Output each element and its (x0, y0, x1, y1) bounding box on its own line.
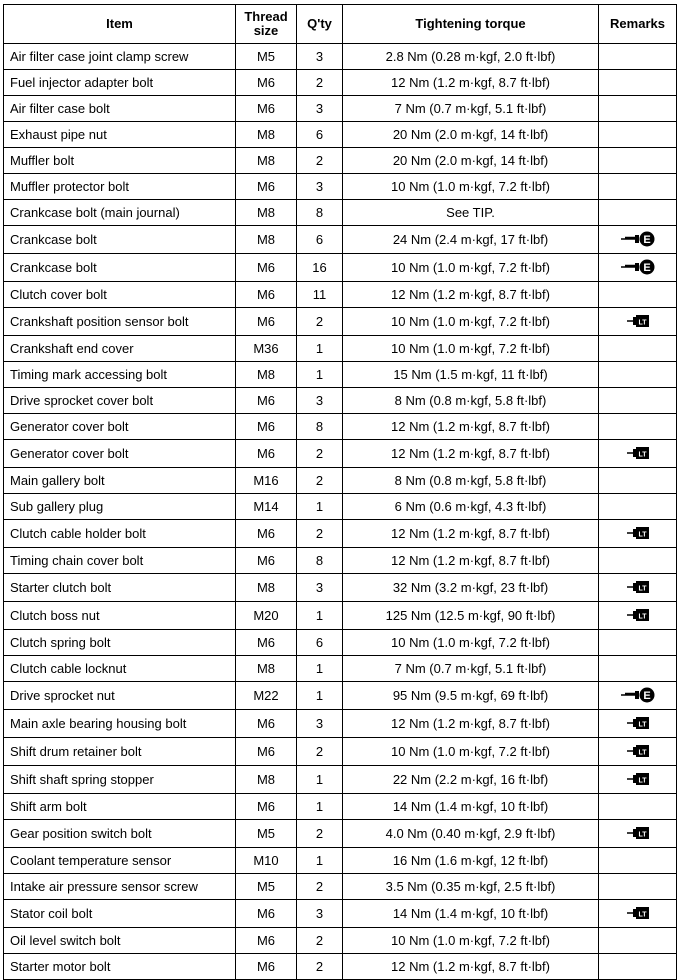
table-row (4, 70, 677, 96)
thread-size-cell: M8 (236, 122, 297, 148)
thread-size-cell: M20 (236, 602, 297, 630)
torque-cell: 7 Nm (0.7 m·kgf, 5.1 ft·lbf) (343, 96, 599, 122)
qty-cell: 6 (297, 630, 343, 656)
remarks-cell (599, 148, 677, 174)
torque-cell: 10 Nm (1.0 m·kgf, 7.2 ft·lbf) (343, 174, 599, 200)
svg-text:E: E (642, 234, 651, 246)
qty-cell: 3 (297, 44, 343, 70)
locking-agent-icon (625, 769, 651, 790)
table-row (4, 520, 677, 548)
thread-size-cell: M8 (236, 574, 297, 602)
torque-cell: 3.5 Nm (0.35 m·kgf, 2.5 ft·lbf) (343, 874, 599, 900)
thread-size-cell: M6 (236, 96, 297, 122)
qty-cell: 3 (297, 710, 343, 738)
svg-text:E: E (642, 262, 651, 274)
item-cell: Main gallery bolt (4, 468, 236, 494)
remarks-cell (599, 820, 677, 848)
thread-size-cell: M6 (236, 630, 297, 656)
remarks-cell (599, 388, 677, 414)
torque-cell: 10 Nm (1.0 m·kgf, 7.2 ft·lbf) (343, 254, 599, 282)
table-row (4, 282, 677, 308)
qty-cell: 3 (297, 900, 343, 928)
qty-cell: 16 (297, 254, 343, 282)
thread-size-cell: M6 (236, 710, 297, 738)
remarks-cell (599, 954, 677, 980)
svg-text:LT: LT (637, 911, 647, 919)
qty-cell: 2 (297, 928, 343, 954)
remarks-cell (599, 794, 677, 820)
remarks-cell (599, 254, 677, 282)
item-cell: Main axle bearing housing bolt (4, 710, 236, 738)
torque-cell: 2.8 Nm (0.28 m·kgf, 2.0 ft·lbf) (343, 44, 599, 70)
thread-size-cell: M22 (236, 682, 297, 710)
table-row (4, 494, 677, 520)
torque-cell: 125 Nm (12.5 m·kgf, 90 ft·lbf) (343, 602, 599, 630)
table-row (4, 414, 677, 440)
item-cell: Crankcase bolt (main journal) (4, 200, 236, 226)
table-row (4, 848, 677, 874)
thread-size-cell: M16 (236, 468, 297, 494)
qty-cell: 1 (297, 336, 343, 362)
remarks-cell (599, 494, 677, 520)
table-row (4, 630, 677, 656)
thread-size-cell: M6 (236, 70, 297, 96)
torque-cell: 4.0 Nm (0.40 m·kgf, 2.9 ft·lbf) (343, 820, 599, 848)
table-row (4, 174, 677, 200)
torque-cell: 20 Nm (2.0 m·kgf, 14 ft·lbf) (343, 148, 599, 174)
item-cell: Generator cover bolt (4, 414, 236, 440)
table-row (4, 574, 677, 602)
table-row (4, 602, 677, 630)
remarks-cell (599, 336, 677, 362)
qty-cell: 8 (297, 548, 343, 574)
locking-agent-icon (625, 903, 651, 924)
thread-size-cell: M6 (236, 254, 297, 282)
item-cell: Timing chain cover bolt (4, 548, 236, 574)
item-cell: Clutch spring bolt (4, 630, 236, 656)
svg-text:LT: LT (637, 749, 647, 757)
thread-size-cell: M8 (236, 362, 297, 388)
torque-cell: 32 Nm (3.2 m·kgf, 23 ft·lbf) (343, 574, 599, 602)
thread-size-cell: M6 (236, 174, 297, 200)
svg-text:E: E (642, 690, 651, 702)
remarks-cell (599, 682, 677, 710)
torque-cell: 14 Nm (1.4 m·kgf, 10 ft·lbf) (343, 900, 599, 928)
item-cell: Stator coil bolt (4, 900, 236, 928)
qty-cell: 2 (297, 820, 343, 848)
remarks-cell (599, 200, 677, 226)
remarks-cell (599, 848, 677, 874)
remarks-cell (599, 70, 677, 96)
svg-text:LT: LT (637, 531, 647, 539)
thread-size-cell: M5 (236, 820, 297, 848)
torque-cell: 10 Nm (1.0 m·kgf, 7.2 ft·lbf) (343, 336, 599, 362)
torque-cell: 22 Nm (2.2 m·kgf, 16 ft·lbf) (343, 766, 599, 794)
item-cell: Fuel injector adapter bolt (4, 70, 236, 96)
remarks-cell (599, 656, 677, 682)
table-row (4, 710, 677, 738)
item-cell: Coolant temperature sensor (4, 848, 236, 874)
remarks-cell (599, 226, 677, 254)
table-row (4, 468, 677, 494)
qty-cell: 3 (297, 574, 343, 602)
qty-cell: 1 (297, 602, 343, 630)
table-row (4, 874, 677, 900)
torque-cell: 14 Nm (1.4 m·kgf, 10 ft·lbf) (343, 794, 599, 820)
svg-text:LT: LT (637, 585, 647, 593)
remarks-cell (599, 630, 677, 656)
qty-cell: 1 (297, 362, 343, 388)
locking-agent-icon (625, 741, 651, 762)
oil-e-icon (619, 685, 657, 706)
torque-cell: 16 Nm (1.6 m·kgf, 12 ft·lbf) (343, 848, 599, 874)
qty-cell: 11 (297, 282, 343, 308)
thread-size-cell: M6 (236, 440, 297, 468)
qty-cell: 3 (297, 174, 343, 200)
torque-cell: 12 Nm (1.2 m·kgf, 8.7 ft·lbf) (343, 548, 599, 574)
torque-cell: 6 Nm (0.6 m·kgf, 4.3 ft·lbf) (343, 494, 599, 520)
qty-cell: 6 (297, 226, 343, 254)
table-row (4, 148, 677, 174)
torque-cell: 10 Nm (1.0 m·kgf, 7.2 ft·lbf) (343, 308, 599, 336)
thread-size-cell: M6 (236, 282, 297, 308)
thread-size-cell: M8 (236, 656, 297, 682)
item-cell: Intake air pressure sensor screw (4, 874, 236, 900)
header-remarks: Remarks (599, 5, 677, 44)
table-row (4, 96, 677, 122)
thread-size-cell: M6 (236, 414, 297, 440)
locking-agent-icon (625, 823, 651, 844)
qty-cell: 1 (297, 766, 343, 794)
remarks-cell (599, 362, 677, 388)
thread-size-cell: M6 (236, 928, 297, 954)
qty-cell: 1 (297, 794, 343, 820)
qty-cell: 3 (297, 96, 343, 122)
remarks-cell (599, 602, 677, 630)
torque-cell: 15 Nm (1.5 m·kgf, 11 ft·lbf) (343, 362, 599, 388)
remarks-cell (599, 874, 677, 900)
torque-cell: 12 Nm (1.2 m·kgf, 8.7 ft·lbf) (343, 520, 599, 548)
item-cell: Shift shaft spring stopper (4, 766, 236, 794)
table-row (4, 794, 677, 820)
torque-cell: 7 Nm (0.7 m·kgf, 5.1 ft·lbf) (343, 656, 599, 682)
item-cell: Sub gallery plug (4, 494, 236, 520)
qty-cell: 2 (297, 70, 343, 96)
qty-cell: 1 (297, 682, 343, 710)
item-cell: Crankcase bolt (4, 254, 236, 282)
remarks-cell (599, 574, 677, 602)
item-cell: Gear position switch bolt (4, 820, 236, 848)
item-cell: Clutch cable locknut (4, 656, 236, 682)
qty-cell: 1 (297, 656, 343, 682)
item-cell: Shift drum retainer bolt (4, 738, 236, 766)
qty-cell: 1 (297, 848, 343, 874)
svg-text:LT: LT (637, 831, 647, 839)
thread-size-cell: M6 (236, 794, 297, 820)
torque-cell: 10 Nm (1.0 m·kgf, 7.2 ft·lbf) (343, 928, 599, 954)
qty-cell: 6 (297, 122, 343, 148)
torque-cell: 20 Nm (2.0 m·kgf, 14 ft·lbf) (343, 122, 599, 148)
table-row (4, 44, 677, 70)
remarks-cell (599, 520, 677, 548)
header-qty: Q'ty (297, 5, 343, 44)
remarks-cell (599, 710, 677, 738)
item-cell: Muffler bolt (4, 148, 236, 174)
thread-size-cell: M6 (236, 900, 297, 928)
torque-cell: 12 Nm (1.2 m·kgf, 8.7 ft·lbf) (343, 954, 599, 980)
item-cell: Crankshaft end cover (4, 336, 236, 362)
thread-size-cell: M10 (236, 848, 297, 874)
qty-cell: 2 (297, 738, 343, 766)
qty-cell: 2 (297, 440, 343, 468)
torque-cell: 12 Nm (1.2 m·kgf, 8.7 ft·lbf) (343, 282, 599, 308)
table-row (4, 336, 677, 362)
item-cell: Clutch cable holder bolt (4, 520, 236, 548)
qty-cell: 8 (297, 200, 343, 226)
remarks-cell (599, 548, 677, 574)
table-row (4, 388, 677, 414)
table-row (4, 226, 677, 254)
table-row (4, 254, 677, 282)
torque-cell: See TIP. (343, 200, 599, 226)
thread-size-cell: M8 (236, 766, 297, 794)
thread-size-cell: M6 (236, 548, 297, 574)
torque-cell: 10 Nm (1.0 m·kgf, 7.2 ft·lbf) (343, 630, 599, 656)
item-cell: Drive sprocket cover bolt (4, 388, 236, 414)
table-row (4, 928, 677, 954)
qty-cell: 2 (297, 874, 343, 900)
locking-agent-icon (625, 311, 651, 332)
qty-cell: 1 (297, 494, 343, 520)
qty-cell: 2 (297, 308, 343, 336)
thread-size-cell: M6 (236, 520, 297, 548)
remarks-cell (599, 440, 677, 468)
thread-size-cell: M6 (236, 308, 297, 336)
remarks-cell (599, 928, 677, 954)
item-cell: Crankshaft position sensor bolt (4, 308, 236, 336)
remarks-cell (599, 414, 677, 440)
svg-text:LT: LT (637, 451, 647, 459)
item-cell: Muffler protector bolt (4, 174, 236, 200)
torque-cell: 12 Nm (1.2 m·kgf, 8.7 ft·lbf) (343, 440, 599, 468)
thread-size-cell: M5 (236, 44, 297, 70)
qty-cell: 2 (297, 954, 343, 980)
qty-cell: 2 (297, 468, 343, 494)
table-row (4, 548, 677, 574)
thread-size-cell: M14 (236, 494, 297, 520)
oil-e-icon (619, 229, 657, 250)
table-row (4, 766, 677, 794)
table-row (4, 820, 677, 848)
table-row (4, 200, 677, 226)
svg-text:LT: LT (637, 777, 647, 785)
qty-cell: 8 (297, 414, 343, 440)
thread-size-cell: M5 (236, 874, 297, 900)
header-thread-line1: Thread (244, 9, 288, 24)
svg-text:LT: LT (637, 319, 647, 327)
item-cell: Generator cover bolt (4, 440, 236, 468)
locking-agent-icon (625, 605, 651, 626)
torque-cell: 10 Nm (1.0 m·kgf, 7.2 ft·lbf) (343, 738, 599, 766)
table-row (4, 122, 677, 148)
qty-cell: 2 (297, 148, 343, 174)
item-cell: Shift arm bolt (4, 794, 236, 820)
remarks-cell (599, 122, 677, 148)
item-cell: Crankcase bolt (4, 226, 236, 254)
header-thread-line2: size (253, 23, 279, 38)
table-row (4, 954, 677, 980)
header-item: Item (4, 5, 236, 44)
item-cell: Starter clutch bolt (4, 574, 236, 602)
item-cell: Clutch boss nut (4, 602, 236, 630)
svg-text:LT: LT (637, 721, 647, 729)
table-row (4, 738, 677, 766)
torque-cell: 8 Nm (0.8 m·kgf, 5.8 ft·lbf) (343, 468, 599, 494)
header-torque: Tightening torque (343, 5, 599, 44)
locking-agent-icon (625, 713, 651, 734)
thread-size-cell: M6 (236, 954, 297, 980)
item-cell: Drive sprocket nut (4, 682, 236, 710)
qty-cell: 2 (297, 520, 343, 548)
thread-size-cell: M36 (236, 336, 297, 362)
table-row (4, 308, 677, 336)
remarks-cell (599, 174, 677, 200)
remarks-cell (599, 468, 677, 494)
thread-size-cell: M8 (236, 148, 297, 174)
table-row (4, 682, 677, 710)
thread-size-cell: M6 (236, 388, 297, 414)
remarks-cell (599, 282, 677, 308)
torque-cell: 12 Nm (1.2 m·kgf, 8.7 ft·lbf) (343, 414, 599, 440)
header-thread-size (236, 5, 297, 44)
item-cell: Air filter case bolt (4, 96, 236, 122)
torque-cell: 12 Nm (1.2 m·kgf, 8.7 ft·lbf) (343, 70, 599, 96)
item-cell: Oil level switch bolt (4, 928, 236, 954)
table-row (4, 362, 677, 388)
thread-size-cell: M8 (236, 200, 297, 226)
locking-agent-icon (625, 577, 651, 598)
table-row (4, 656, 677, 682)
item-cell: Starter motor bolt (4, 954, 236, 980)
locking-agent-icon (625, 523, 651, 544)
remarks-cell (599, 308, 677, 336)
item-cell: Air filter case joint clamp screw (4, 44, 236, 70)
torque-cell: 24 Nm (2.4 m·kgf, 17 ft·lbf) (343, 226, 599, 254)
item-cell: Exhaust pipe nut (4, 122, 236, 148)
torque-cell: 12 Nm (1.2 m·kgf, 8.7 ft·lbf) (343, 710, 599, 738)
oil-e-icon (619, 257, 657, 278)
svg-text:LT: LT (637, 613, 647, 621)
table-row (4, 900, 677, 928)
table-row (4, 440, 677, 468)
remarks-cell (599, 96, 677, 122)
torque-table (3, 4, 677, 980)
thread-size-cell: M6 (236, 738, 297, 766)
item-cell: Clutch cover bolt (4, 282, 236, 308)
torque-cell: 95 Nm (9.5 m·kgf, 69 ft·lbf) (343, 682, 599, 710)
remarks-cell (599, 44, 677, 70)
remarks-cell (599, 900, 677, 928)
item-cell: Timing mark accessing bolt (4, 362, 236, 388)
torque-cell: 8 Nm (0.8 m·kgf, 5.8 ft·lbf) (343, 388, 599, 414)
remarks-cell (599, 766, 677, 794)
header-row (4, 5, 677, 44)
qty-cell: 3 (297, 388, 343, 414)
remarks-cell (599, 738, 677, 766)
thread-size-cell: M8 (236, 226, 297, 254)
locking-agent-icon (625, 443, 651, 464)
